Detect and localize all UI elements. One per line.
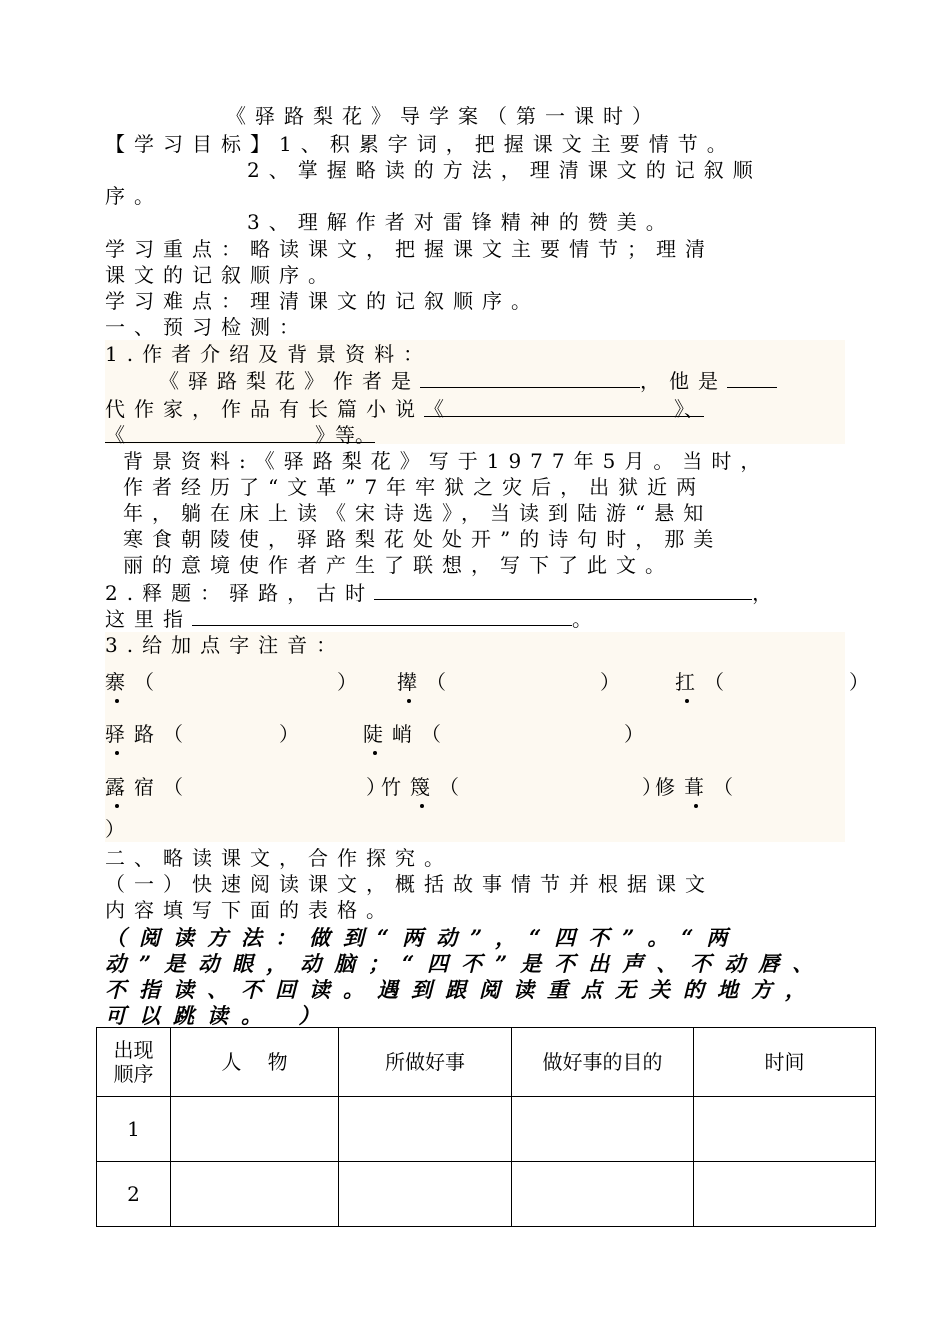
dot-kang (685, 699, 689, 703)
word-lusu[interactable]: 露宿（ ） (105, 775, 395, 799)
background-line-3: 年，躺在床上读《宋诗选》，当读到陆游“悬知 (123, 501, 713, 525)
method-line-1: （阅读方法：做到“两动”，“四不”。“两 (105, 925, 741, 950)
keypoint-line-2: 课文的记叙顺序。 (105, 263, 337, 287)
row-1-order: 1 (97, 1097, 171, 1162)
novel-close-bracket: 》、 (674, 397, 704, 421)
novel-blank-2[interactable] (105, 422, 375, 447)
row-2-purpose[interactable] (512, 1162, 694, 1227)
word-xiuqi[interactable]: 修葺（ (655, 775, 742, 799)
word-xiuqi-close: ） (105, 817, 125, 841)
era-blank[interactable] (727, 367, 777, 388)
q1-heading: 1.作者介绍及背景资料： (105, 342, 433, 366)
row-1-person[interactable] (171, 1097, 339, 1162)
q2-text-2: 这里指 (105, 607, 192, 631)
q2-blank-2[interactable] (192, 605, 572, 626)
row-1-deed[interactable] (339, 1097, 512, 1162)
row-2-deed[interactable] (339, 1162, 512, 1227)
table-row (97, 1097, 876, 1162)
table-row (97, 1162, 876, 1227)
novel2-close-bracket: 》等。 (315, 423, 375, 447)
background-line-1: 背景资料:《驿路梨花》写于1977年5月。当时， (123, 449, 770, 473)
pinyin-row-4 (105, 816, 125, 842)
q2-blank-1[interactable] (374, 579, 752, 600)
dot-mie (420, 804, 424, 808)
col-time-header: 时间 (694, 1028, 876, 1097)
keypoint-line-1: 学习重点：略读课文，把握课文主要情节；理清 (105, 237, 714, 261)
goal-1: 1、积累字词，把握课文主要情节。 (279, 132, 736, 156)
dot-zhai (115, 699, 119, 703)
q1-era-text: ，他是 (640, 369, 727, 393)
word-zhumie[interactable]: 竹篾（ ） (381, 775, 671, 799)
dot-qi (694, 804, 698, 808)
doc-title: 《驿路梨花》导学案（第一课时） (226, 104, 661, 128)
q1-works-line-2 (105, 422, 845, 448)
goal-2-cont: 序。 (105, 184, 163, 208)
section-1-heading: 一、预习检测： (105, 315, 308, 339)
method-line-2: 动”是动眼，动脑；“四不”是不出声、不动唇、 (105, 951, 827, 976)
word-nian[interactable]: 撵（ ） (397, 670, 629, 694)
novel-blank-1[interactable] (424, 396, 704, 421)
method-line-3: 不指读、不回读。遇到跟阅读重点无关的地方， (105, 977, 819, 1002)
row-2-time[interactable] (694, 1162, 876, 1227)
q1-author-line (105, 367, 845, 394)
goals-label: 【学习目标】 (105, 132, 279, 156)
novel2-open-bracket: 《 (105, 423, 125, 447)
col-person-header: 人 物 (171, 1028, 339, 1097)
col-deed-header: 所做好事 (339, 1028, 512, 1097)
row-2-order: 2 (97, 1162, 171, 1227)
author-blank[interactable] (420, 367, 640, 388)
dot-dou (373, 751, 377, 755)
q2-period: 。 (572, 607, 601, 631)
goals-line-1 (105, 131, 845, 157)
dot-nian (407, 699, 411, 703)
row-2-person[interactable] (171, 1162, 339, 1227)
row-1-purpose[interactable] (512, 1097, 694, 1162)
background-line-2: 作者经历了“文革”7年牢狱之灾后，出狱近两 (123, 475, 706, 499)
q2-text: 2.释题：驿路，古时 (105, 581, 375, 605)
background-line-4: 寒食朝陵使，驿路梨花处处开”的诗句时，那美 (123, 527, 723, 551)
q2-comma: ， (752, 581, 782, 605)
word-zhai[interactable]: 寨（ ） (105, 670, 366, 694)
col-purpose-header: 做好事的目的 (512, 1028, 694, 1097)
q1-author-text: 《驿路梨花》作者是 (159, 369, 420, 393)
q2-line-1 (105, 579, 845, 606)
q1-works-line (105, 396, 845, 422)
goal-2-line: 2、掌握略读的方法，理清课文的记叙顺 (247, 158, 762, 182)
background-line-5: 丽的意境使作者产生了联想，写下了此文。 (123, 553, 674, 577)
novel-open-bracket: 《 (424, 397, 444, 421)
goal-3-line: 3、理解作者对雷锋精神的赞美。 (247, 210, 675, 234)
method-line-4: 可以跳读。 ） (105, 1003, 333, 1028)
section-2-heading: 二、略读课文，合作探究。 (105, 846, 453, 870)
row-1-time[interactable] (694, 1097, 876, 1162)
difficulty-line: 学习难点：理清课文的记叙顺序。 (105, 289, 540, 313)
col-order-header: 出现顺序 (97, 1028, 171, 1097)
task-line-1: （一）快速阅读课文，概括故事情节并根据课文 (105, 872, 714, 896)
q3-heading: 3.给加点字注音： (105, 633, 346, 657)
word-yilu[interactable]: 驿路（ ） (105, 722, 308, 746)
word-douqiao[interactable]: 陡峭（ ） (363, 722, 653, 746)
task-line-2: 内容填写下面的表格。 (105, 898, 395, 922)
word-kang[interactable]: 扛（ ） (675, 670, 878, 694)
q2-line-2 (105, 605, 845, 632)
dot-lu (115, 804, 119, 808)
dot-yi (115, 751, 119, 755)
q1-works-text: 代作家，作品有长篇小说 (105, 397, 424, 421)
table-header-row (97, 1028, 876, 1097)
plot-table (96, 1027, 876, 1227)
